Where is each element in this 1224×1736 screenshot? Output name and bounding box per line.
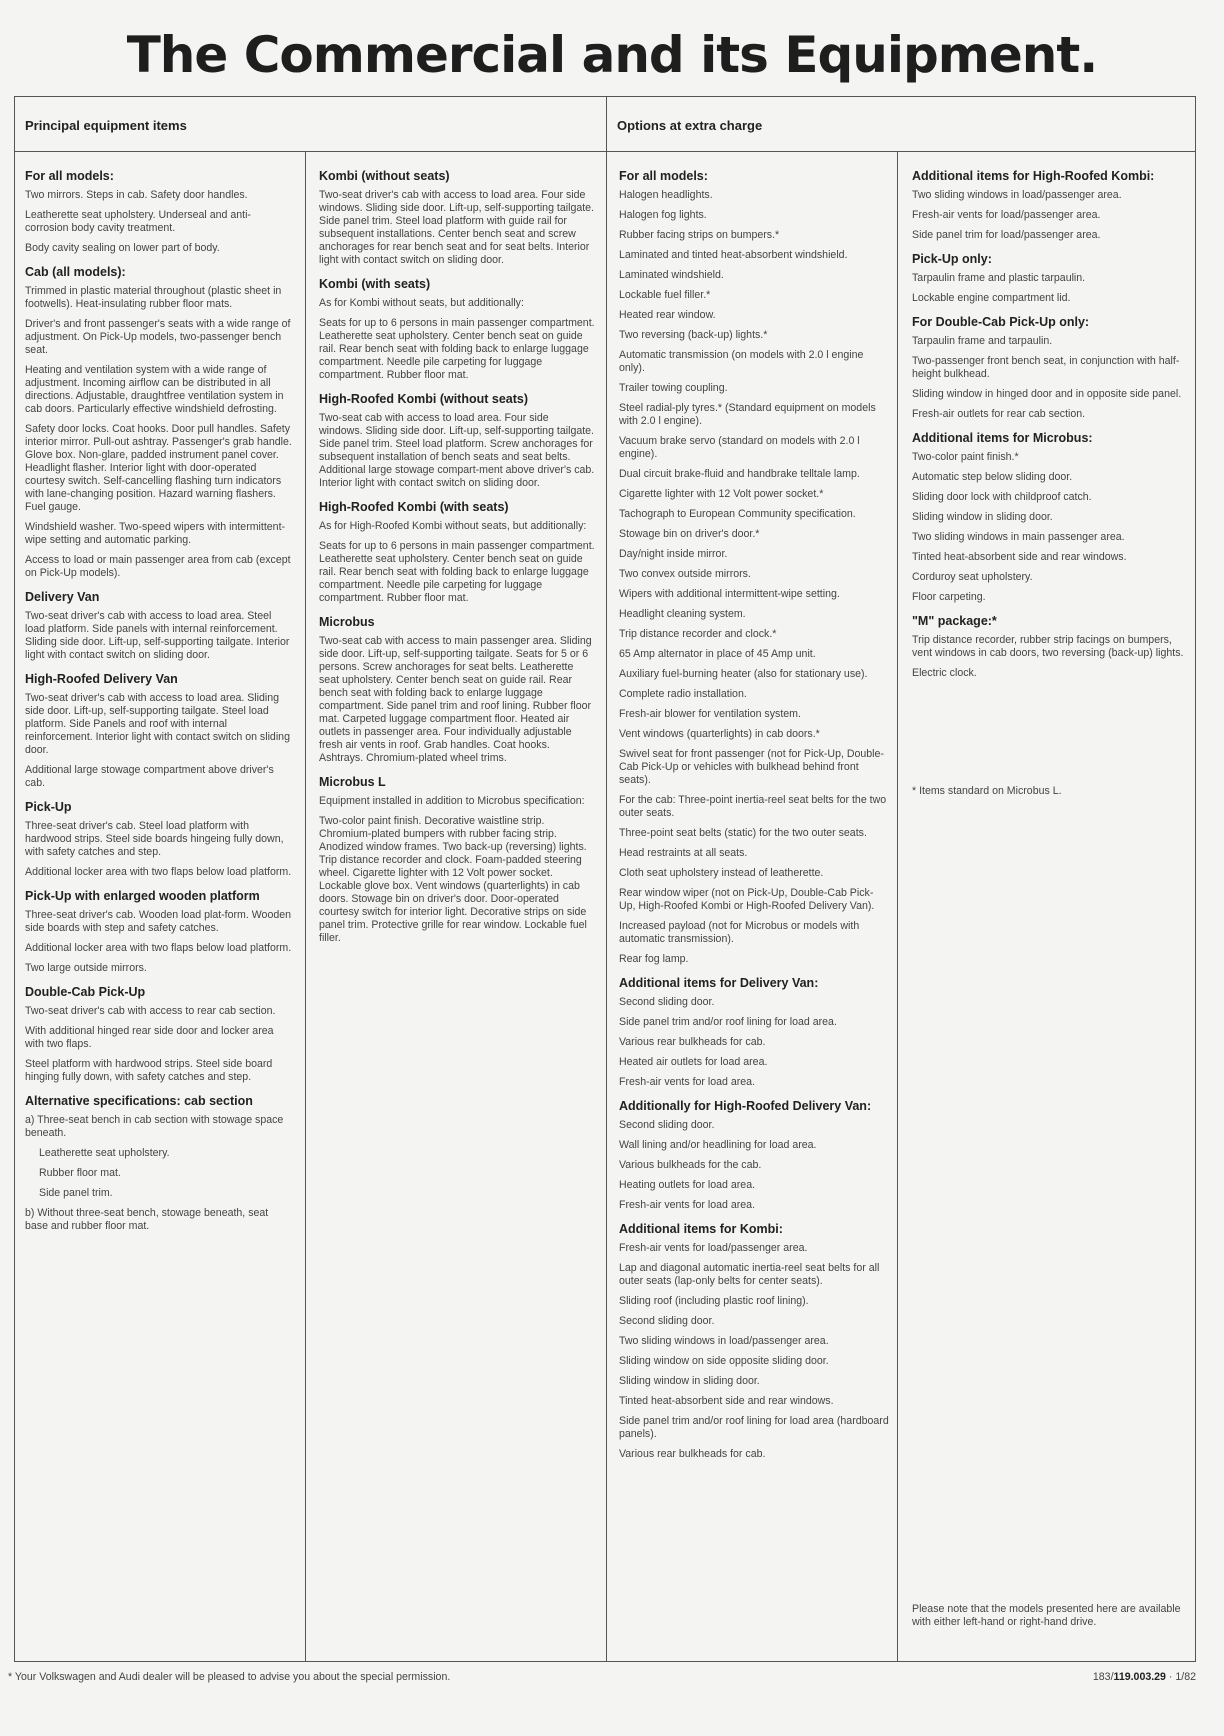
column-divider (305, 152, 306, 1661)
section-item: Cigarette lighter with 12 Volt power socket.* (619, 488, 824, 500)
section-item: Two-passenger front bench seat, in conjunction with half-height bulkhead. (912, 355, 1180, 380)
section-heading: For Double-Cab Pick-Up only: (912, 315, 1090, 329)
section-heading: Cab (all models): (25, 265, 126, 279)
section-item: Lockable fuel filler.* (619, 289, 711, 301)
section-item: Two-seat driver's cab with access to rear cab section. (25, 1005, 276, 1017)
section-item: Floor carpeting. (912, 591, 986, 603)
section-item: Two-seat cab with access to load area. Four side windows. Sliding side door. Lift-up, self-supporting tailgate. Side panel trim. Steel load platform. Screw anchorages for subsequent installation of bench seats and seat belts. Additional large stowage compart-ment above driver's cab. Interior light with contact switch on sliding door. (319, 412, 595, 489)
section-item: Two sliding windows in load/passenger area. (619, 1335, 829, 1347)
section-item: Stowage bin on driver's door.* (619, 528, 760, 540)
section-item: 65 Amp alternator in place of 45 Amp unit. (619, 648, 816, 660)
section-item: Lap and diagonal automatic inertia-reel seat belts for all outer seats (lap-only belts for center seats). (619, 1262, 880, 1287)
section-item: Swivel seat for front passenger (not for Pick-Up, Double-Cab Pick-Up or vehicles with bulkhead behind front seats). (619, 748, 884, 786)
section-item: Tarpaulin frame and tarpaulin. (912, 335, 1053, 347)
section-heading: "M" package:* (912, 614, 997, 628)
section-item: Two sliding windows in main passenger area. (912, 531, 1125, 543)
section-item: Steel platform with hardwood strips. Steel side board hinging fully down, with safety catches and step. (25, 1058, 273, 1083)
section-item: Two-color paint finish.* (912, 451, 1019, 463)
section-item: Heated air outlets for load area. (619, 1056, 768, 1068)
section-item: As for High-Roofed Kombi without seats, but additionally: (319, 520, 587, 532)
section-item: Two-seat driver's cab with access to load area. Steel load platform. Side panels with internal reinforcement. Sliding side door. Lift-up, self-supporting tailgate. Interior light with contact switch on sliding door. (25, 610, 290, 661)
section-item: With additional hinged rear side door and locker area with two flaps. (25, 1025, 274, 1050)
section-item: Rear fog lamp. (619, 953, 689, 965)
section-heading: Alternative specifications: cab section (25, 1094, 253, 1108)
section-item: Side panel trim and/or roof lining for load area. (619, 1016, 837, 1028)
column-principal-2 (319, 169, 595, 952)
section-item: a) Three-seat bench in cab section with stowage space beneath. (25, 1114, 284, 1139)
section-item: Various rear bulkheads for cab. (619, 1036, 766, 1048)
section-item: Sliding window in sliding door. (912, 511, 1053, 523)
section-item: Rear window wiper (not on Pick-Up, Double-Cab Pick-Up, High-Roofed Kombi or High-Roofed Delivery Van). (619, 887, 875, 912)
section-item: Rubber facing strips on bumpers.* (619, 229, 780, 241)
section-item: Dual circuit brake-fluid and handbrake telltale lamp. (619, 468, 860, 480)
section-item: For the cab: Three-point inertia-reel seat belts for the two outer seats. (619, 794, 887, 819)
section-item: Second sliding door. (619, 996, 715, 1008)
section-item: Steel radial-ply tyres.* (Standard equipment on models with 2.0 l engine). (619, 402, 876, 427)
section-item: Auxiliary fuel-burning heater (also for stationary use). (619, 668, 868, 680)
section-item: Corduroy seat upholstery. (912, 571, 1033, 583)
section-item: Side panel trim and/or roof lining for load area (hardboard panels). (619, 1415, 889, 1440)
section-item: Lockable engine compartment lid. (912, 292, 1071, 304)
section-item: Day/night inside mirror. (619, 548, 728, 560)
section-heading: Additional items for Microbus: (912, 431, 1093, 445)
section-item: Automatic transmission (on models with 2.0 l engine only). (619, 349, 864, 374)
section-item: Sliding door lock with childproof catch. (912, 491, 1092, 503)
section-item: Tarpaulin frame and plastic tarpaulin. (912, 272, 1086, 284)
standard-note: * Items standard on Microbus L. (912, 785, 1062, 797)
section-item: Heating outlets for load area. (619, 1179, 756, 1191)
section-heading: For all models: (619, 169, 708, 183)
section-item: Additional locker area with two flaps below load platform. (25, 866, 292, 878)
section-item: Cloth seat upholstery instead of leatherette. (619, 867, 824, 879)
section-item: Complete radio installation. (619, 688, 747, 700)
section-heading: Delivery Van (25, 590, 100, 604)
section-item: Increased payload (not for Microbus or models with automatic transmission). (619, 920, 860, 945)
section-item: Two-seat cab with access to main passenger area. Sliding side door. Lift-up, self-supporting tailgate. Seats for 5 or 6 persons. Screw anchorages for seat belts. Leatherette seat upholstery. Center bench seat on guide rail. Rear bench seat with folding back to enlarge luggage compartment. Side panel trim and roof lining. Rubber floor mat. Carpeted luggage compartment floor. Heated air outlets in passenger area. Four individually adjustable fresh air vents in roof. Grab handles. Coat hooks. Ashtrays. Chromium-plated wheel trims. (319, 635, 592, 764)
footnote: * Your Volkswagen and Audi dealer will be pleased to advise you about the special permission. (8, 1671, 451, 1683)
ref-prefix: 183/ (1092, 1671, 1114, 1683)
section-heading: Pick-Up with enlarged wooden platform (25, 889, 260, 903)
section-item: Tinted heat-absorbent side and rear windows. (912, 551, 1127, 563)
column-divider (606, 152, 607, 1661)
ref-suffix: · 1/82 (1165, 1671, 1196, 1683)
section-item: Trip distance recorder and clock.* (619, 628, 777, 640)
section-item: Additional large stowage compartment above driver's cab. (25, 764, 274, 789)
section-item: Halogen fog lights. (619, 209, 707, 221)
section-item: Access to load or main passenger area from cab (except on Pick-Up models). (25, 554, 291, 579)
section-item: Fresh-air outlets for rear cab section. (912, 408, 1086, 420)
section-heading: Pick-Up (25, 800, 72, 814)
section-item: Heated rear window. (619, 309, 716, 321)
lhd-note: Please note that the models presented here are available with either left-hand or right-hand drive. (912, 1603, 1181, 1628)
section-heading: Additional items for High-Roofed Kombi: (912, 169, 1155, 183)
section-heading: Kombi (without seats) (319, 169, 450, 183)
section-item: Three-seat driver's cab. Steel load platform with hardwood strips. Steel side boards hingeing fully down, with safety catches and step. (25, 820, 284, 858)
section-heading: Microbus (319, 615, 375, 629)
section-item: Two-seat driver's cab with access to load area. Four side windows. Sliding side door. Lift-up, self-supporting tailgate. Side panel trim. Steel load platform with guide rail for subsequent installations. Center bench seat and screw anchorages for rear bench seat and for seat belts. Interior light with contact switch on sliding door. (319, 189, 595, 266)
section-item: Seats for up to 6 persons in main passenger compartment. Leatherette seat upholstery. Center bench seat on guide rail. Rear bench seat with folding back to enlarge luggage compartment. Needle pile carpeting for luggage compartment. Rubber floor mat. (319, 540, 595, 604)
section-heading: High-Roofed Kombi (with seats) (319, 500, 509, 514)
section-item: Halogen headlights. (619, 189, 713, 201)
section-item: Laminated and tinted heat-absorbent windshield. (619, 249, 848, 261)
section-heading: For all models: (25, 169, 114, 183)
section-heading: Additionally for High-Roofed Delivery Van: (619, 1099, 872, 1113)
section-item: Second sliding door. (619, 1119, 715, 1131)
section-item: Two-color paint finish. Decorative waistline strip. Chromium-plated bumpers with rubber facing strip. Anodized window frames. Two back-up (reversing) lights. Trip distance recorder and clock. Foam-padded steering wheel. Cigarette lighter with 12 Volt power socket. Lockable glove box. Vent windows (quarterlights) in cab doors. Stowage bin on driver's door. Door-operated courtesy switch for interior light. Decorative strips on side panel trim. Protective grille for rear window. Lockable fuel filler. (319, 815, 587, 944)
section-item: Trimmed in plastic material throughout (plastic sheet in footwells). Heat-insulating rubber floor mats. (25, 285, 282, 310)
section-item: Heating and ventilation system with a wide range of adjustment. Incoming airflow can be distributed in all directions. Adjustable, draughtfree ventilation system in cab doors. Particularly effective windshield defrosting. (25, 364, 284, 415)
section-item: Three-seat driver's cab. Wooden load plat-form. Wooden side boards with step and safety catches. (25, 909, 292, 934)
column-options-1 (619, 169, 889, 1468)
section-item: Three-point seat belts (static) for the two outer seats. (619, 827, 867, 839)
section-item: Second sliding door. (619, 1315, 715, 1327)
section-item: Seats for up to 6 persons in main passenger compartment. Leatherette seat upholstery. Center bench seat on guide rail. Rear bench seat with folding back to enlarge luggage compartment. Needle pile carpeting for luggage compartment. Rubber floor mat. (319, 317, 595, 381)
section-item: Body cavity sealing on lower part of body. (25, 242, 220, 254)
section-item: Fresh-air vents for load area. (619, 1199, 756, 1211)
section-item: Two mirrors. Steps in cab. Safety door handles. (25, 189, 248, 201)
section-heading: Microbus L (319, 775, 386, 789)
section-item: Two sliding windows in load/passenger area. (912, 189, 1122, 201)
section-heading: High-Roofed Kombi (without seats) (319, 392, 529, 406)
section-item: Trip distance recorder, rubber strip facings on bumpers, vent windows in cab doors, two reversing (back-up) lights. (912, 634, 1184, 659)
section-heading: Kombi (with seats) (319, 277, 431, 291)
section-item: Leatherette seat upholstery. Underseal and anti-corrosion body cavity treatment. (25, 209, 251, 234)
section-item: b) Without three-seat bench, stowage beneath, seat base and rubber floor mat. (25, 1207, 269, 1232)
page-title: The Commercial and its Equipment. (126, 26, 1098, 84)
section-item: Automatic step below sliding door. (912, 471, 1073, 483)
section-item: As for Kombi without seats, but additionally: (319, 297, 524, 309)
section-heading: High-Roofed Delivery Van (25, 672, 178, 686)
column-principal-1 (25, 169, 293, 1240)
section-item: Trailer towing coupling. (619, 382, 728, 394)
document-reference (1093, 1671, 1196, 1683)
section-item: Sliding window in sliding door. (619, 1375, 760, 1387)
section-item: Sliding window in hinged door and in opposite side panel. (912, 388, 1182, 400)
section-item: Additional locker area with two flaps below load platform. (25, 942, 292, 954)
section-item: Safety door locks. Coat hooks. Door pull handles. Safety interior mirror. Pull-out ashtray. Passenger's grab handle. Glove box. Non-glare, padded instrument panel cover. Headlight flasher. Interior light with door-operated courtesy switch. Self-cancelling flashing turn indicators with lane-changing position. Hazard warning flashers. Fuel gauge. (25, 423, 292, 513)
section-item: Tachograph to European Community specification. (619, 508, 856, 520)
section-item: Various bulkheads for the cab. (619, 1159, 762, 1171)
section-item: Equipment installed in addition to Microbus specification: (319, 795, 585, 807)
section-item: Windshield washer. Two-speed wipers with intermittent-wipe setting and automatic parking. (25, 521, 286, 546)
section-item: Fresh-air vents for load area. (619, 1076, 756, 1088)
section-item: Headlight cleaning system. (619, 608, 746, 620)
equipment-table (14, 96, 1196, 1662)
section-item: Two large outside mirrors. (25, 962, 147, 974)
section-item: Vacuum brake servo (standard on models with 2.0 l engine). (619, 435, 860, 460)
column-options-2 (912, 169, 1188, 687)
section-item: Two-seat driver's cab with access to load area. Sliding side door. Lift-up, self-supporting tailgate. Steel load platform. Side Panels and roof with internal reinforcement. Interior light with contact switch on sliding door. (25, 692, 290, 756)
options-header: Options at extra charge (606, 97, 1195, 152)
section-item: Driver's and front passenger's seats with a wide range of adjustment. On Pick-Up models, two-passenger bench seat. (25, 318, 291, 356)
section-item: Laminated windshield. (619, 269, 724, 281)
section-item: Two convex outside mirrors. (619, 568, 751, 580)
section-item: Leatherette seat upholstery. (39, 1147, 170, 1159)
section-item: Electric clock. (912, 667, 977, 679)
column-divider (897, 152, 898, 1661)
section-item: Fresh-air vents for load/passenger area. (619, 1242, 808, 1254)
section-item: Various rear bulkheads for cab. (619, 1448, 766, 1460)
section-item: Rubber floor mat. (39, 1167, 121, 1179)
section-heading: Double-Cab Pick-Up (25, 985, 146, 999)
section-item: Fresh-air blower for ventilation system. (619, 708, 801, 720)
section-item: Vent windows (quarterlights) in cab doors.* (619, 728, 820, 740)
section-item: Fresh-air vents for load/passenger area. (912, 209, 1101, 221)
ref-number: 119.003.29 (1113, 1671, 1166, 1683)
section-heading: Additional items for Kombi: (619, 1222, 783, 1236)
section-item: Sliding roof (including plastic roof lining). (619, 1295, 809, 1307)
section-heading: Additional items for Delivery Van: (619, 976, 819, 990)
section-item: Wall lining and/or headlining for load area. (619, 1139, 817, 1151)
section-item: Sliding window on side opposite sliding door. (619, 1355, 829, 1367)
section-item: Side panel trim. (39, 1187, 113, 1199)
section-heading: Pick-Up only: (912, 252, 992, 266)
section-item: Side panel trim for load/passenger area. (912, 229, 1101, 241)
section-item: Two reversing (back-up) lights.* (619, 329, 768, 341)
principal-header: Principal equipment items (15, 97, 606, 152)
section-item: Head restraints at all seats. (619, 847, 748, 859)
section-item: Wipers with additional intermittent-wipe setting. (619, 588, 840, 600)
section-item: Tinted heat-absorbent side and rear windows. (619, 1395, 834, 1407)
